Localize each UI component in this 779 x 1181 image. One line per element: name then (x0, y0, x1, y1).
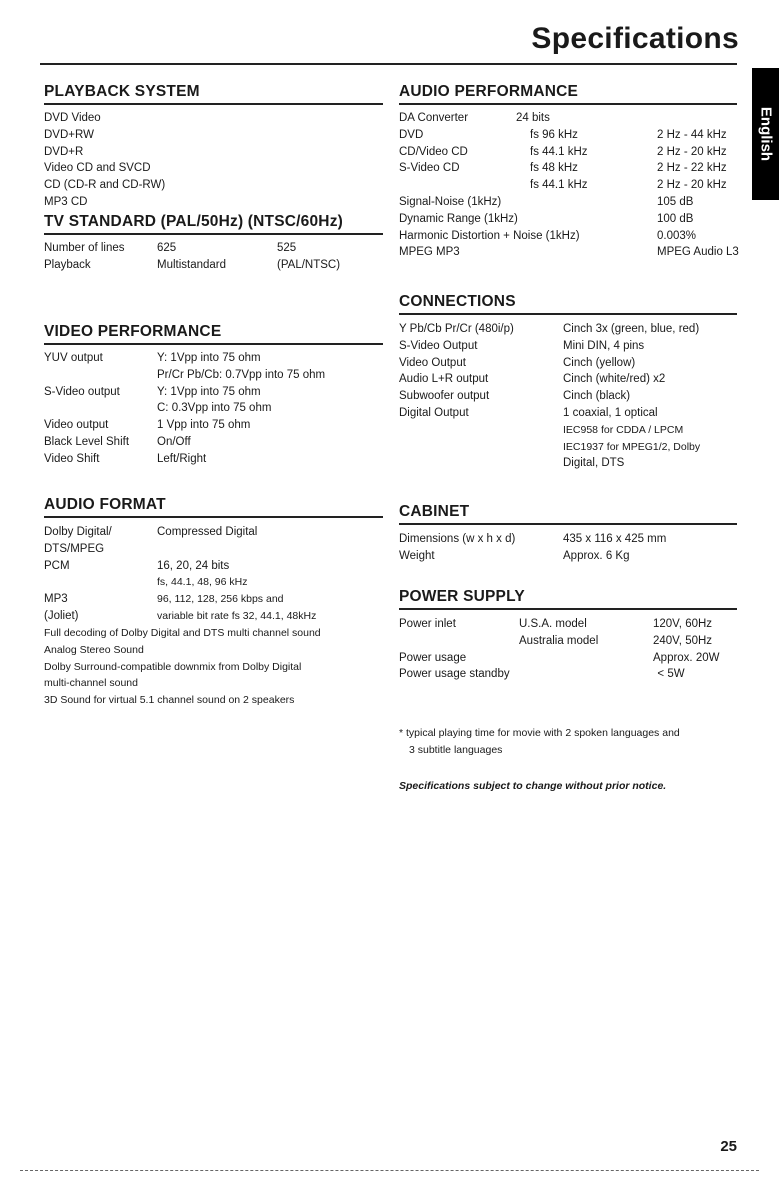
page-number: 25 (720, 1138, 737, 1155)
audio-format-section-title: AUDIO FORMAT (44, 496, 166, 513)
change-notice: Specifications subject to change without prior notice. (399, 780, 667, 792)
tv-ntsc-value: (PAL/NTSC) (277, 258, 341, 271)
video-labels (44, 350, 129, 468)
connection-value: Cinch (black) (563, 390, 631, 403)
connection-label: Digital Output (399, 406, 469, 419)
format-value: 96, 112, 128, 256 kbps and (157, 593, 284, 606)
audio-right-value: 100 dB (657, 212, 694, 225)
format-value: fs, 44.1, 48, 96 kHz (157, 576, 248, 589)
format-label: DTS/MPEG (44, 542, 105, 555)
power-mid-value: Australia model (519, 634, 599, 647)
header-rule (40, 63, 737, 65)
tv-standard-section-title: TV STANDARD (PAL/50Hz) (NTSC/60Hz) (44, 213, 344, 230)
playback-rule (44, 103, 383, 105)
video-value: On/Off (157, 435, 191, 448)
list-item: DVD Video (44, 112, 101, 124)
power-label: Power usage (399, 651, 467, 664)
power-right-value: Approx. 20W (653, 651, 720, 664)
power-rule (399, 608, 737, 610)
tv-row-label: Playback (44, 258, 91, 271)
format-note: Dolby Surround-compatible downmix from Dolby Digital (44, 660, 302, 673)
cabinet-value: Approx. 6 Kg (563, 549, 630, 562)
connection-value: IEC1937 for MPEG1/2, Dolby (563, 440, 701, 453)
audio-label: Dynamic Range (1kHz) (399, 212, 518, 225)
language-tab (752, 68, 779, 200)
video-label: Video output (44, 419, 109, 432)
footnote (399, 725, 680, 759)
tv-ntsc-values (277, 240, 340, 274)
connection-value: IEC958 for CDDA / LPCM (563, 423, 684, 436)
audio-format-labels (44, 524, 112, 625)
audio-right-values (657, 110, 739, 261)
format-label (44, 574, 112, 591)
audio-mid-value: fs 48 kHz (530, 162, 578, 175)
video-label (44, 367, 129, 384)
power-right-value: 240V, 50Hz (653, 634, 713, 647)
connection-value: Cinch 3x (green, blue, red) (563, 323, 700, 335)
video-values (157, 350, 325, 468)
video-label: S-Video output (44, 385, 120, 398)
cabinet-labels (399, 531, 515, 565)
connections-values (563, 321, 700, 472)
format-value: Compressed Digital (157, 526, 258, 538)
cabinet-rule (399, 523, 737, 525)
power-label: Power inlet (399, 618, 456, 630)
format-note: 3D Sound for virtual 5.1 channel sound on 2 speakers (44, 694, 295, 707)
audio-right-value (657, 110, 739, 127)
tv-labels (44, 240, 164, 274)
connection-value: 1 coaxial, 1 optical (563, 406, 658, 419)
connection-label: Video Output (399, 356, 466, 369)
audio-right-value: 2 Hz - 22 kHz (657, 162, 727, 175)
video-label (44, 400, 129, 417)
tv-pal-value: 625 (157, 242, 177, 254)
audio-label: DA Converter (399, 112, 469, 124)
audio-label: Signal-Noise (1kHz) (399, 195, 502, 208)
format-label: (Joliet) (44, 609, 79, 622)
video-label: YUV output (44, 352, 103, 364)
power-mid-value: U.S.A. model (519, 618, 587, 630)
cabinet-label: Weight (399, 549, 435, 562)
connection-value: Cinch (yellow) (563, 356, 636, 369)
audio-format-values (157, 524, 316, 625)
audio-format-notes (44, 625, 321, 709)
connection-value: Cinch (white/red) x2 (563, 373, 666, 386)
format-note: multi-channel sound (44, 677, 138, 690)
connection-value: Digital, DTS (563, 457, 625, 470)
audio-right-value: 2 Hz - 44 kHz (657, 128, 727, 141)
list-item: DVD+RW (44, 128, 94, 141)
audio-mid-value: fs 44.1 kHz (530, 179, 588, 192)
audio-mid-value: fs 44.1 kHz (530, 145, 588, 158)
connections-labels (399, 321, 514, 422)
connection-label: Subwoofer output (399, 390, 490, 403)
audio-label: MPEG MP3 (399, 246, 460, 259)
audio-format-rule (44, 516, 383, 518)
footnote-line: 3 subtitle languages (409, 743, 503, 756)
power-label (399, 633, 510, 650)
audio-mid-value: fs 96 kHz (530, 128, 578, 141)
video-value: Y: 1Vpp into 75 ohm (157, 385, 261, 398)
cabinet-label: Dimensions (w x h x d) (399, 533, 516, 545)
video-value: Left/Right (157, 452, 207, 465)
list-item: CD (CD-R and CD-RW) (44, 179, 166, 192)
format-value: 16, 20, 24 bits (157, 559, 230, 572)
power-right-value: 120V, 60Hz (653, 618, 713, 630)
cabinet-value: 435 x 116 x 425 mm (563, 533, 667, 545)
audio-label: S-Video CD (399, 162, 460, 175)
power-section-title: POWER SUPPLY (399, 588, 525, 605)
language-tab-label: English (757, 106, 774, 162)
video-rule (44, 343, 383, 345)
audio-right-value: 2 Hz - 20 kHz (657, 179, 727, 192)
audio-mid-value: 24 bits (516, 112, 550, 124)
format-note: Full decoding of Dolby Digital and DTS multi channel sound (44, 627, 321, 639)
video-label: Video Shift (44, 452, 100, 465)
audio-label: CD/Video CD (399, 145, 468, 158)
video-section-title: VIDEO PERFORMANCE (44, 323, 222, 340)
power-label: Power usage standby (399, 668, 510, 681)
list-item: Video CD and SVCD (44, 162, 151, 175)
format-label: MP3 (44, 593, 68, 606)
list-item: MP3 CD (44, 195, 88, 208)
audio-right-value: 105 dB (657, 195, 694, 208)
format-value (157, 541, 316, 558)
tv-pal-value: Multistandard (157, 258, 227, 271)
connection-label: Y Pb/Cb Pr/Cr (480i/p) (399, 323, 514, 335)
video-value: C: 0.3Vpp into 75 ohm (157, 402, 272, 415)
page-title: Specifications (531, 22, 739, 55)
audio-right-value: MPEG Audio L3 (657, 246, 739, 259)
power-right-value: < 5W (657, 668, 685, 681)
cabinet-section-title: CABINET (399, 503, 470, 520)
format-label: Dolby Digital/ (44, 526, 112, 538)
footnote-line: * typical playing time for movie with 2 spoken languages and (399, 727, 680, 739)
playback-section-title: PLAYBACK SYSTEM (44, 83, 200, 100)
audio-label: DVD (399, 128, 424, 141)
format-label: PCM (44, 559, 70, 572)
video-value: 1 Vpp into 75 ohm (157, 419, 251, 432)
video-value: Y: 1Vpp into 75 ohm (157, 352, 261, 364)
audio-right-value: 0.003% (657, 229, 697, 242)
tv-standard-rule (44, 233, 383, 235)
connection-value: Mini DIN, 4 pins (563, 339, 645, 352)
power-right-values (653, 616, 719, 683)
video-label: Black Level Shift (44, 435, 130, 448)
footer-rule (20, 1170, 759, 1172)
cabinet-values (563, 531, 666, 565)
tv-ntsc-value: 525 (277, 242, 297, 254)
format-note: Analog Stereo Sound (44, 643, 144, 656)
playback-list (44, 110, 165, 211)
audio-performance-section-title: AUDIO PERFORMANCE (399, 83, 579, 100)
video-value: Pr/Cr Pb/Cb: 0.7Vpp into 75 ohm (157, 368, 326, 381)
audio-mid-values (516, 110, 588, 194)
connection-label: S-Video Output (399, 339, 478, 352)
list-item: DVD+R (44, 145, 84, 158)
audio-right-value: 2 Hz - 20 kHz (657, 145, 727, 158)
audio-label: Harmonic Distortion + Noise (1kHz) (399, 229, 580, 242)
format-value: variable bit rate fs 32, 44.1, 48kHz (157, 609, 317, 622)
power-labels (399, 616, 510, 683)
connections-section-title: CONNECTIONS (399, 293, 516, 310)
connections-rule (399, 313, 737, 315)
audio-performance-rule (399, 103, 737, 105)
power-mid-values (519, 616, 598, 650)
connection-label: Audio L+R output (399, 373, 489, 386)
tv-pal-values (157, 240, 226, 274)
tv-row-label: Number of lines (44, 242, 125, 254)
